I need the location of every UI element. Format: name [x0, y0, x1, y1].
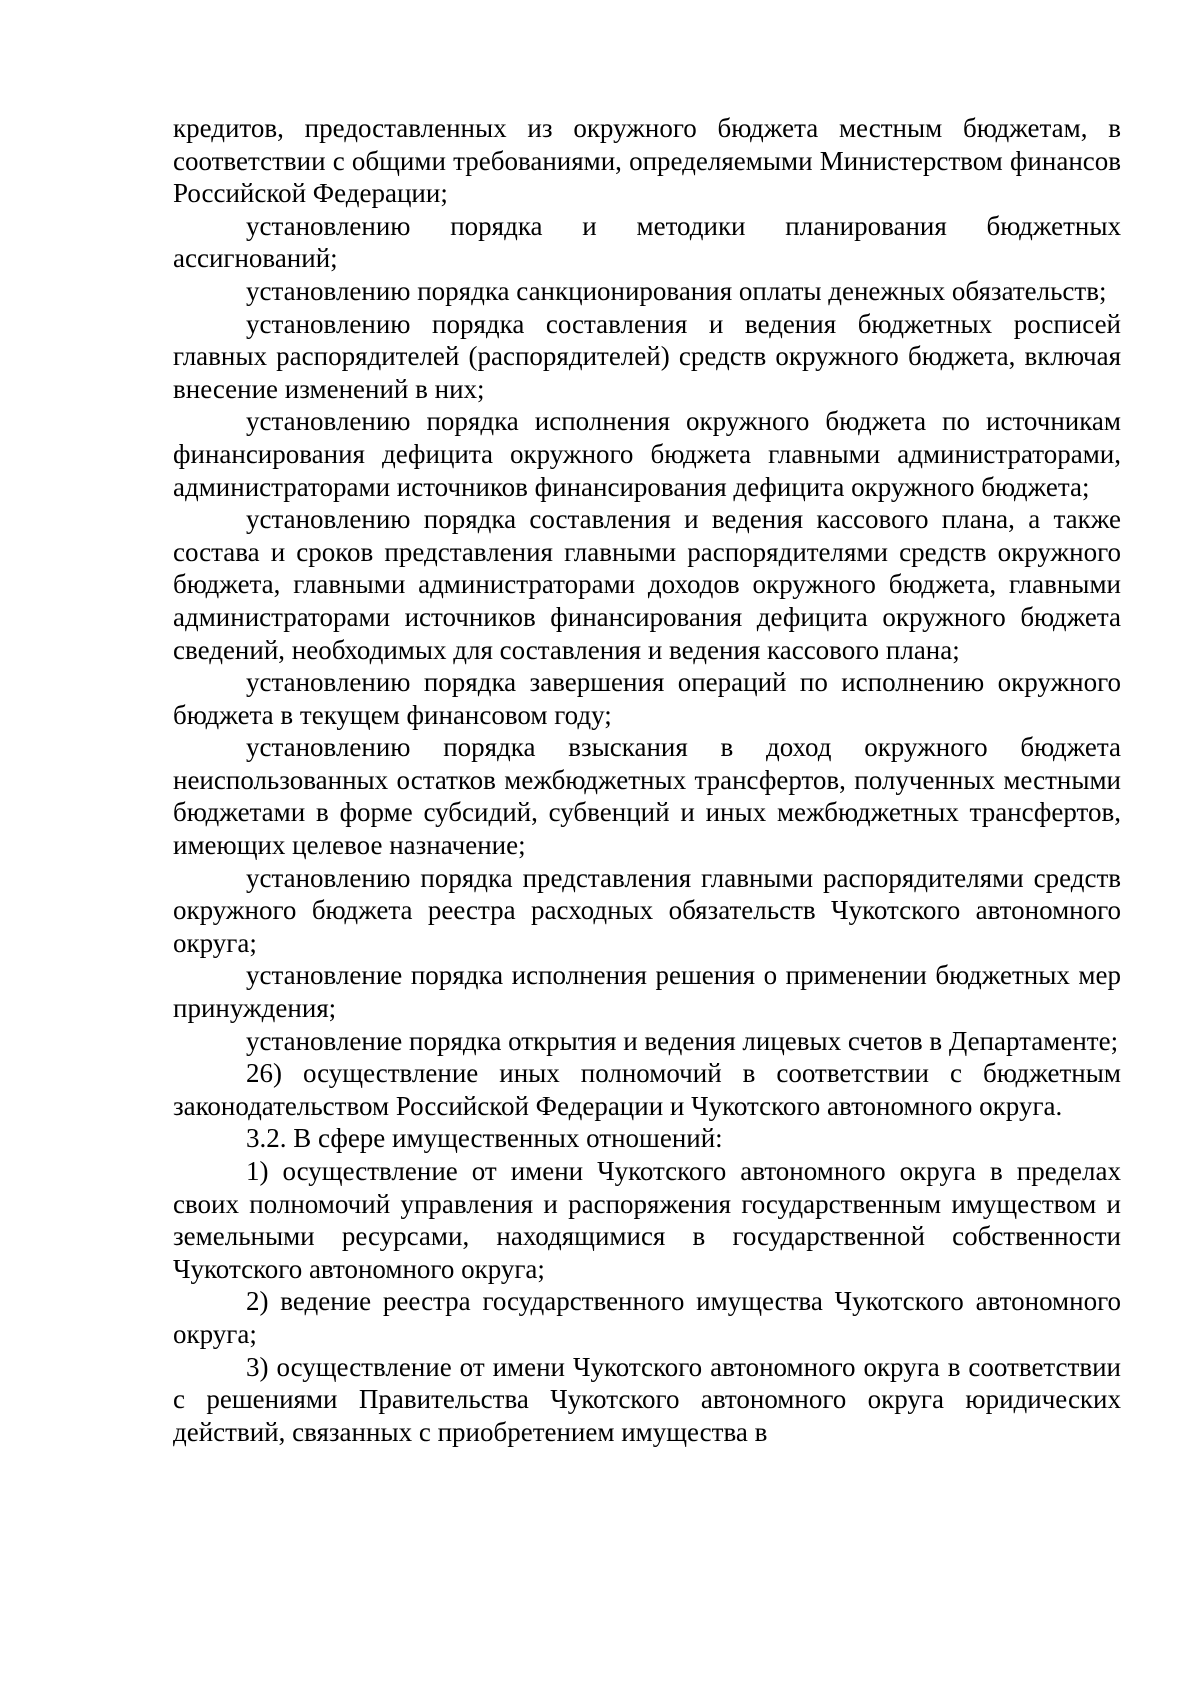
- paragraph-12: 26) осуществление иных полномочий в соответствии с бюджетным законодательством Российской Федерации и Чукотского автономного округа.: [173, 1058, 1121, 1121]
- paragraph-7: установлению порядка завершения операций по исполнению окружного бюджета в текущем финансовом году;: [173, 667, 1121, 730]
- paragraph-15: 2) ведение реестра государственного имущества Чукотского автономного округа;: [173, 1286, 1121, 1349]
- paragraph-8: установлению порядка взыскания в доход окружного бюджета неиспользованных остатков межбюджетных трансфертов, полученных местными бюджетами в форме субсидий, субвенций и иных межбюджетных трансфертов, имеющих целевое назначение;: [173, 732, 1121, 861]
- paragraph-11: установление порядка открытия и ведения лицевых счетов в Департаменте;: [246, 1025, 1119, 1056]
- section-heading-3-2: 3.2. В сфере имущественных отношений:: [246, 1123, 723, 1154]
- paragraph-2: установлению порядка и методики планирования бюджетных ассигнований;: [173, 210, 1121, 274]
- document-page: [173, 112, 1121, 1448]
- paragraph-9: установлению порядка представления главными распорядителями средств окружного бюджета реестра расходных обязательств Чукотского автономного округа;: [173, 862, 1121, 958]
- paragraph-1: кредитов, предоставленных из окружного бюджета местным бюджетам, в соответствии с общими требованиями, определяемыми Министерством финансов Российской Федерации;: [173, 113, 1121, 209]
- paragraph-10: установление порядка исполнения решения о применении бюджетных мер принуждения;: [173, 960, 1121, 1024]
- paragraph-16: 3) осуществление от имени Чукотского автономного округа в соответствии с решениями Правительства Чукотского автономного округа юридических действий, связанных с приобретением имущества в: [173, 1351, 1121, 1447]
- paragraph-4: установлению порядка составления и ведения бюджетных росписей главных распорядителей (распорядителей) средств окружного бюджета, включая внесение изменений в них;: [173, 308, 1121, 404]
- paragraph-6: установлению порядка составления и ведения кассового плана, а также состава и сроков представления главными распорядителями средств окружного бюджета, главными администраторами доходов окружного бюджета, главными администраторами источников финансирования дефицита окружного бюджета сведений, необходимых для составления и ведения кассового плана;: [173, 504, 1121, 665]
- paragraph-14: 1) осуществление от имени Чукотского автономного округа в пределах своих полномочий управления и распоряжения государственным имуществом и земельными ресурсами, находящимися в государственной собственности Чукотского автономного округа;: [173, 1156, 1121, 1284]
- paragraph-3: установлению порядка санкционирования оплаты денежных обязательств;: [246, 275, 1107, 306]
- paragraph-5: установлению порядка исполнения окружного бюджета по источникам финансирования дефицита окружного бюджета главными администраторами, администраторами источников финансирования дефицита окружного бюджета;: [173, 406, 1121, 502]
